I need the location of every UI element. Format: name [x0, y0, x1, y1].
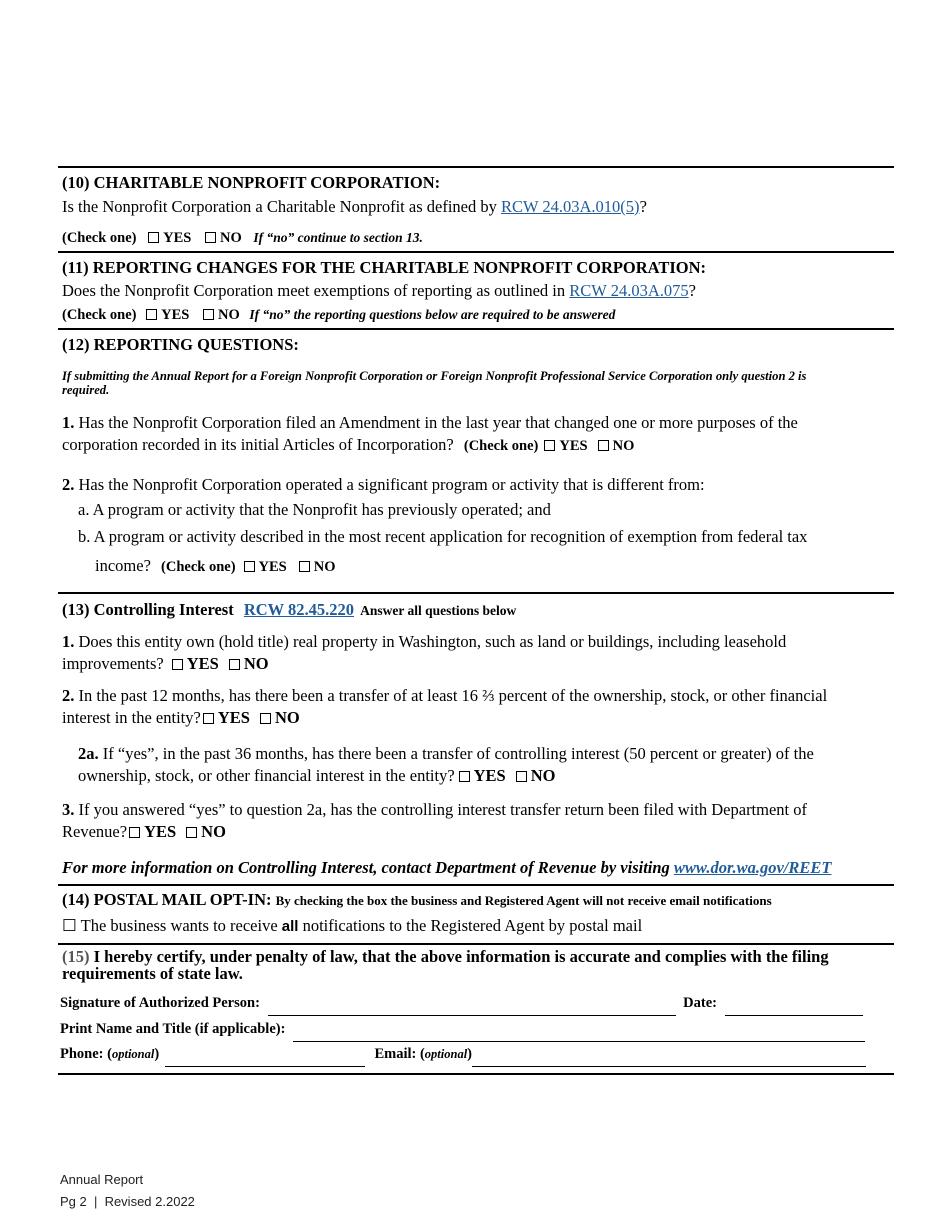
date-field[interactable] [725, 996, 863, 1016]
s12-q2-yes-checkbox[interactable] [244, 561, 255, 572]
section-divider [58, 1073, 894, 1075]
dor-reet-link[interactable]: www.dor.wa.gov/REET [673, 858, 832, 877]
s13-question-1: 1. Does this entity own (hold title) real property in Washington, such as land or buildings, including leasehold improvements? YES NO [62, 632, 787, 673]
rcw-82-45-220-link[interactable]: RCW 82.45.220 [243, 600, 355, 619]
section-11-check: (Check one) YES NO If “no” the reporting questions below are required to be answered [62, 307, 616, 323]
section-divider [58, 592, 894, 594]
section-divider [58, 328, 894, 330]
phone-field[interactable] [165, 1047, 365, 1067]
section-11-question: Does the Nonprofit Corporation meet exemptions of reporting as outlined in RCW 24.03A.075? [62, 281, 696, 300]
section-12-note: If submitting the Annual Report for a Foreign Nonprofit Corporation or Foreign Nonprofit Professional Service Corporation only question 2 is required. [62, 369, 807, 397]
section-13-title: (13) Controlling Interest RCW 82.45.220 Answer all questions below [62, 600, 517, 619]
s10-yes-checkbox[interactable] [148, 232, 159, 243]
signature-field[interactable] [268, 996, 676, 1016]
section-divider [58, 251, 894, 253]
s12-q2-no-checkbox[interactable] [299, 561, 310, 572]
section-10-check: (Check one) YES NO If “no” continue to section 13. [62, 230, 423, 246]
s13-q2a-yes-checkbox[interactable] [459, 771, 470, 782]
s13-question-2a: 2a. If “yes”, in the past 36 months, has there been a transfer of controlling interest (50 percent or greater) of the ownership, stock, or other financial interest in the entity? YES NO [78, 744, 814, 785]
contact-row: Phone: (optional) Email: (optional) [60, 1045, 866, 1067]
s13-q2-yes-checkbox[interactable] [203, 713, 214, 724]
section-11-title: (11) REPORTING CHANGES FOR THE CHARITABLE NONPROFIT CORPORATION: [62, 258, 707, 277]
section-10-question: Is the Nonprofit Corporation a Charitable Nonprofit as defined by RCW 24.03A.010(5)? [62, 197, 647, 216]
postal-mail-checkbox[interactable]: ☐ [62, 916, 77, 935]
section-divider [58, 943, 894, 945]
section-12-title: (12) REPORTING QUESTIONS: [62, 335, 299, 354]
rcw-24-03a-010-link[interactable]: RCW 24.03A.010(5) [500, 197, 640, 216]
s12-question-2-check: income? (Check one) YES NO [95, 556, 336, 575]
s13-info: For more information on Controlling Interest, contact Department of Revenue by visiting www.dor.wa.gov/REET [62, 858, 832, 877]
s13-q3-no-checkbox[interactable] [186, 827, 197, 838]
section-14-title: (14) POSTAL MAIL OPT-IN: By checking the box the business and Registered Agent will not receive email notifications [62, 890, 772, 909]
s11-no-checkbox[interactable] [203, 309, 214, 320]
s13-question-2: 2. In the past 12 months, has there been a transfer of at least 16 ⅔ percent of the ownership, stock, or other financial interest in the entity? YES NO [62, 686, 828, 727]
s12-question-2a: a. A program or activity that the Nonprofit has previously operated; and [78, 500, 551, 519]
s10-no-checkbox[interactable] [205, 232, 216, 243]
s13-q1-yes-checkbox[interactable] [172, 659, 183, 670]
s13-q3-yes-checkbox[interactable] [129, 827, 140, 838]
section-10-title: (10) CHARITABLE NONPROFIT CORPORATION: [62, 173, 441, 192]
section-15-certification: (15) I hereby certify, under penalty of law, that the above information is accurate and complies with the filing requirements of state law. [62, 947, 829, 983]
s13-q2a-no-checkbox[interactable] [516, 771, 527, 782]
signature-row: Signature of Authorized Person: Date: [60, 994, 863, 1016]
s12-question-2: 2. Has the Nonprofit Corporation operated a significant program or activity that is different from: [62, 475, 705, 494]
s13-question-3: 3. If you answered “yes” to question 2a, has the controlling interest transfer return been filed with Department of Revenue? YES NO [62, 800, 808, 841]
print-name-row: Print Name and Title (if applicable): [60, 1020, 865, 1042]
email-field[interactable] [472, 1047, 866, 1067]
s12-question-1: 1. Has the Nonprofit Corporation filed an Amendment in the last year that changed one or more purposes of the corporation recorded in its initial Articles of Incorporation? (Check one) YES NO [62, 413, 798, 454]
footer-doc-name: Annual Report [60, 1172, 144, 1187]
s12-question-2b: b. A program or activity described in the most recent application for recognition of exemption from federal tax [78, 527, 808, 546]
s14-opt-in: ☐ The business wants to receive all notifications to the Registered Agent by postal mail [62, 916, 643, 935]
s13-q1-no-checkbox[interactable] [229, 659, 240, 670]
s12-q1-no-checkbox[interactable] [598, 440, 609, 451]
s12-q1-yes-checkbox[interactable] [544, 440, 555, 451]
section-divider [58, 884, 894, 886]
print-name-field[interactable] [293, 1022, 865, 1042]
section-divider [58, 166, 894, 168]
s11-yes-checkbox[interactable] [146, 309, 157, 320]
rcw-24-03a-075-link[interactable]: RCW 24.03A.075 [569, 281, 689, 300]
s13-q2-no-checkbox[interactable] [260, 713, 271, 724]
footer-page-info: Pg 2 | Revised 2.2022 [60, 1194, 195, 1209]
